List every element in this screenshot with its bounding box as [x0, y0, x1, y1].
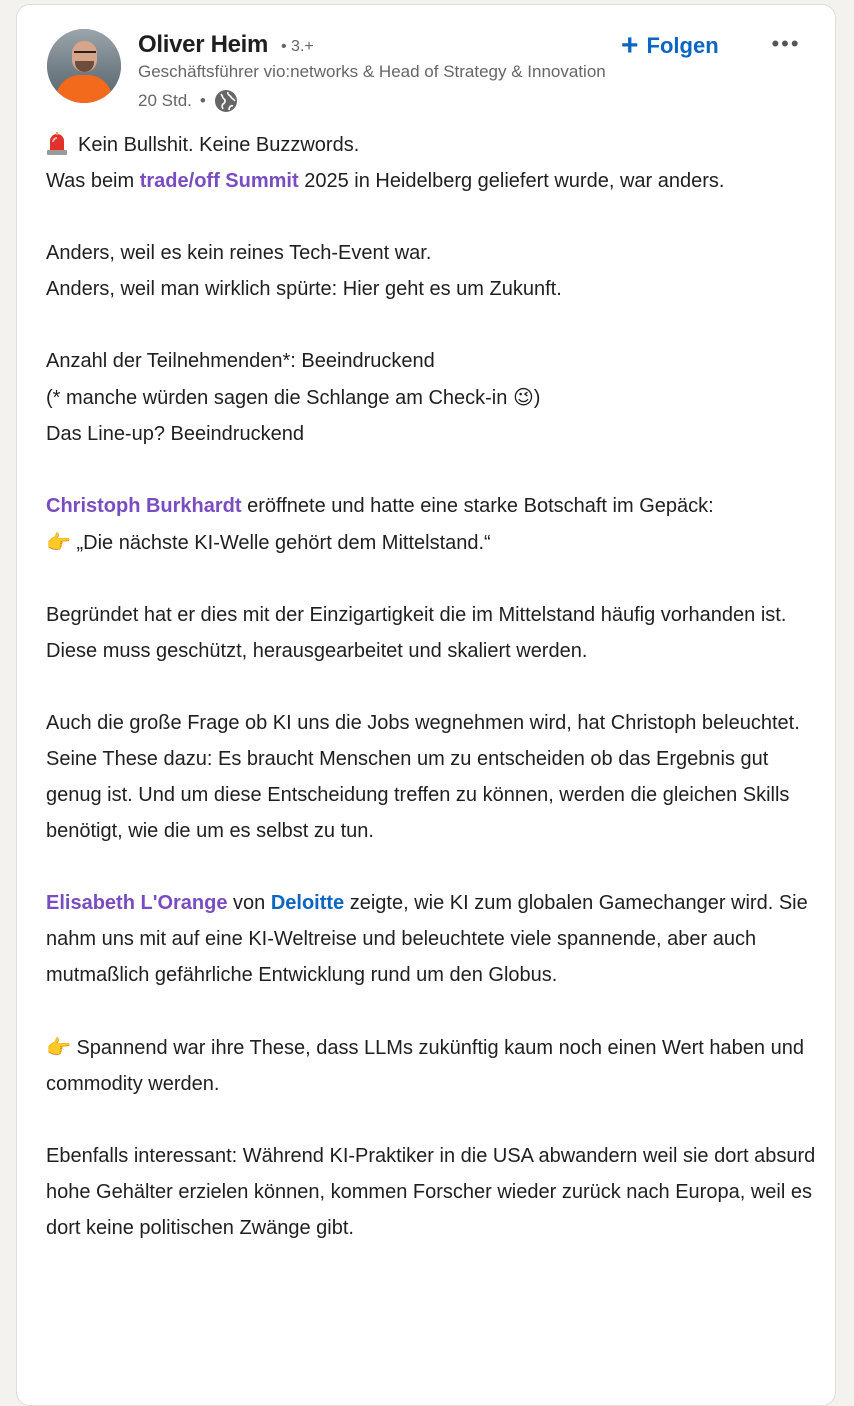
author-avatar[interactable] [47, 29, 121, 103]
post-line: Anders, weil es kein reines Tech-Event war. [46, 242, 432, 264]
post-text-run: ) [533, 387, 541, 409]
mention-elisabeth-lorange[interactable]: Elisabeth L'Orange [46, 892, 228, 914]
post-intro-line1: Kein Bullshit. Keine Buzzwords. [78, 134, 360, 156]
pointing-hand-icon: 👉 [46, 1035, 71, 1059]
post-text-run: 2025 in Heidelberg geliefert wurde, war anders. [298, 170, 725, 192]
post-text [46, 127, 816, 1246]
siren-icon [46, 132, 68, 156]
post-line [46, 127, 816, 163]
post-paragraph: Auch die große Frage ob KI uns die Jobs wegnehmen wird, hat Christoph beleuchtet. Seine These dazu: Es braucht Menschen um zu entscheiden ob das Ergebnis gut genug ist. Und um diese Entscheidung treffen zu können, werden die gleichen Skills benötigt, wie die um es selbst zu tun. [46, 712, 800, 842]
post-text-run: zeigte, wie KI zum globalen Gamechanger wird. Sie nahm uns mit auf eine KI-Weltreise und beleuchtete viele spannende, aber auch mutmaßlich gefährliche Entwicklung rund um den Globus. [46, 892, 808, 986]
post-text-run: (* manche würden sagen die Schlange am Check-in [46, 387, 513, 409]
post-paragraph: Begründet hat er dies mit der Einzigartigkeit die im Mittelstand häufig vorhanden ist. Diese muss geschützt, herausgearbeitet und skaliert werden. [46, 604, 787, 662]
author-name[interactable]: Oliver Heim [138, 31, 269, 58]
follow-button[interactable] [621, 29, 719, 63]
post-text-run: Spannend war ihre These, dass LLMs zukünftig kaum noch einen Wert haben und commodity werden. [46, 1037, 804, 1095]
meta-separator: • [199, 91, 206, 110]
post-paragraph [46, 885, 816, 993]
wink-emoji-icon: 😉 [512, 385, 534, 409]
post-card [16, 4, 836, 1406]
post-text-run: von [227, 892, 271, 914]
post-text-run: eröffnete und hatte eine starke Botschaft im Gepäck: [241, 495, 714, 517]
follow-label: Folgen [646, 33, 719, 58]
mention-deloitte[interactable]: Deloitte [270, 892, 345, 914]
post-paragraph [46, 1029, 816, 1102]
post-line: Anzahl der Teilnehmenden*: Beeindruckend [46, 350, 435, 372]
post-line [46, 163, 816, 199]
post-line: Anders, weil man wirklich spürte: Hier geht es um Zukunft. [46, 278, 562, 300]
post-quote: „Die nächste KI-Welle gehört dem Mittelstand.“ [70, 532, 491, 554]
globe-icon [214, 89, 238, 113]
author-headline: Geschäftsführer vio:networks & Head of Strategy & Innovation [138, 62, 606, 81]
more-options-button[interactable]: ••• [771, 31, 801, 56]
post-line [46, 379, 816, 416]
pointing-hand-icon: 👉 [46, 530, 71, 554]
post-paragraph: Ebenfalls interessant: Während KI-Praktiker in die USA abwandern weil sie dort absurd hohe Gehälter erzielen können, kommen Forscher wieder zurück nach Europa, weil es dort keine politischen Zwänge gibt. [46, 1145, 816, 1239]
post-time: 20 Std. [138, 91, 192, 110]
mention-trade-off-summit[interactable]: trade/off Summit [139, 170, 299, 192]
post-line [46, 488, 816, 524]
mention-christoph-burkhardt[interactable]: Christoph Burkhardt [46, 495, 242, 517]
post-line [46, 524, 816, 561]
plus-icon: + [621, 29, 639, 62]
connection-degree: • 3.+ [281, 38, 314, 55]
post-meta [138, 88, 238, 114]
post-line: Das Line-up? Beeindruckend [46, 423, 304, 445]
post-text-run: Was beim [46, 170, 140, 192]
